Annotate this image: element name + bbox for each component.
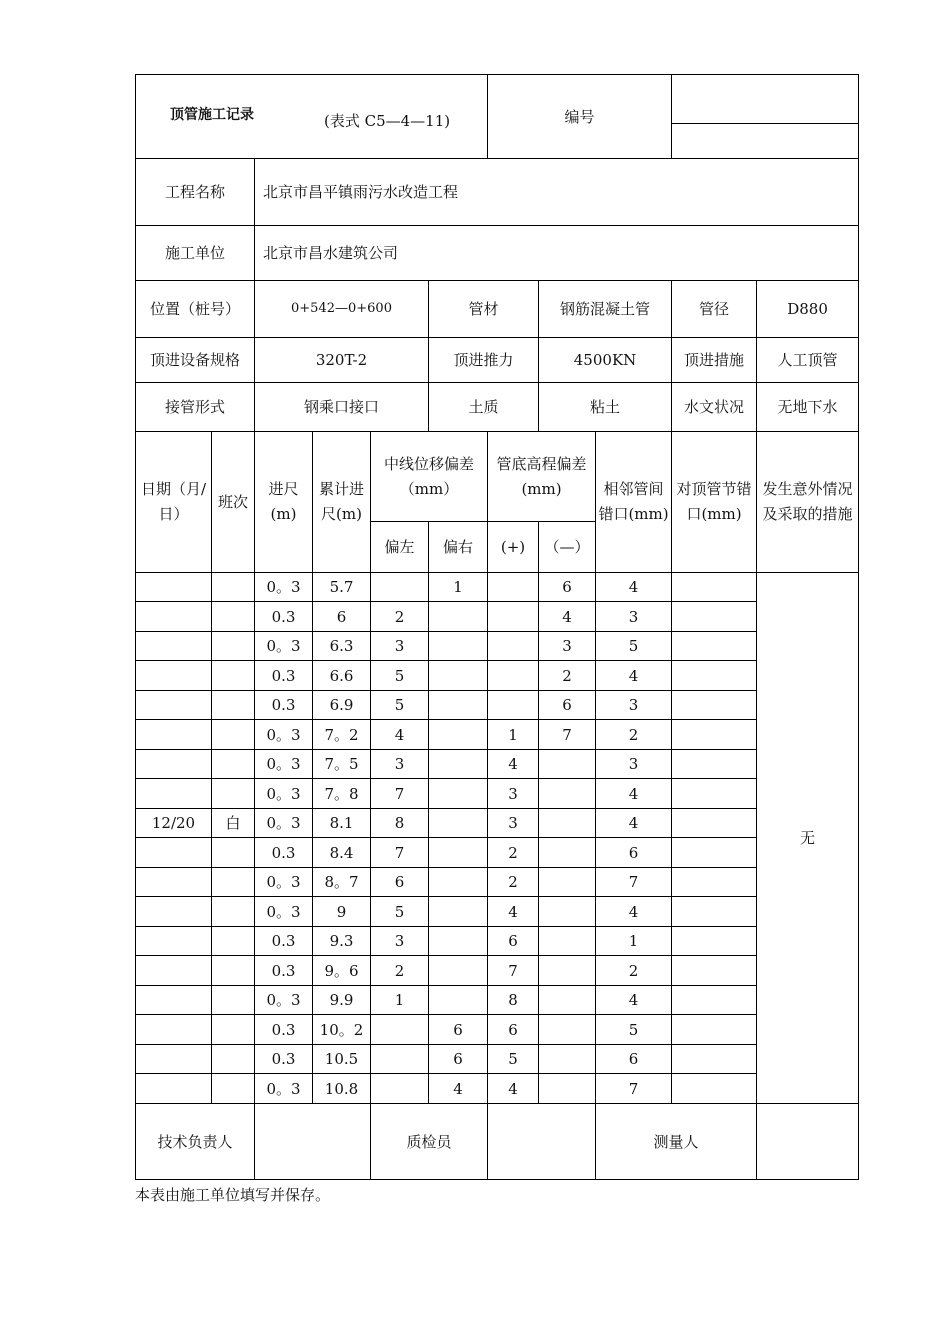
hydrology-value: 无地下水 xyxy=(757,383,859,432)
elevation-minus-cell xyxy=(539,1015,596,1045)
elevation-minus-cell xyxy=(539,1045,596,1074)
adjacent-offset-cell: 6 xyxy=(596,838,672,868)
jack-offset-cell xyxy=(672,573,757,602)
cumulative-cell: 5.7 xyxy=(313,573,371,602)
elevation-plus-cell: 6 xyxy=(488,1015,539,1045)
shift-cell xyxy=(212,573,255,602)
col-left: 偏左 xyxy=(371,522,429,573)
date-cell xyxy=(136,1074,212,1104)
offset-right-cell xyxy=(429,602,488,632)
elevation-minus-cell: 7 xyxy=(539,720,596,750)
shift-cell xyxy=(212,661,255,691)
elevation-plus-cell xyxy=(488,661,539,691)
offset-left-cell: 3 xyxy=(371,927,429,956)
col-elevation: 管底高程偏差 (mm) xyxy=(488,432,596,522)
elevation-plus-cell: 2 xyxy=(488,838,539,868)
table-row xyxy=(136,897,859,927)
date-cell xyxy=(136,602,212,632)
shift-cell xyxy=(212,750,255,779)
offset-left-cell: 5 xyxy=(371,897,429,927)
table-row xyxy=(136,720,859,750)
shift-cell xyxy=(212,720,255,750)
adjacent-offset-cell: 4 xyxy=(596,573,672,602)
date-cell xyxy=(136,632,212,661)
adjacent-offset-cell: 3 xyxy=(596,602,672,632)
incident-cell: 无 xyxy=(757,573,859,1104)
advance-cell: 0.3 xyxy=(255,838,313,868)
info-row-2 xyxy=(136,338,859,383)
hydrology-label: 水文状况 xyxy=(672,383,757,432)
advance-cell: 0.3 xyxy=(255,602,313,632)
table-row xyxy=(136,1015,859,1045)
shift-cell xyxy=(212,956,255,986)
date-cell xyxy=(136,986,212,1015)
offset-right-cell xyxy=(429,661,488,691)
cumulative-cell: 6 xyxy=(313,602,371,632)
elevation-plus-cell: 5 xyxy=(488,1045,539,1074)
shift-cell: 白 xyxy=(212,809,255,838)
date-cell: 12/20 xyxy=(136,809,212,838)
advance-cell: 0。3 xyxy=(255,573,313,602)
jack-offset-cell xyxy=(672,750,757,779)
tech-lead-label: 技术负责人 xyxy=(136,1104,255,1180)
jack-offset-cell xyxy=(672,661,757,691)
date-cell xyxy=(136,1045,212,1074)
elevation-plus-cell xyxy=(488,691,539,720)
elevation-plus-cell: 7 xyxy=(488,956,539,986)
project-name-row xyxy=(136,159,859,226)
table-row xyxy=(136,750,859,779)
jack-offset-cell xyxy=(672,897,757,927)
elevation-plus-cell: 3 xyxy=(488,779,539,809)
diameter-label: 管径 xyxy=(672,281,757,338)
table-row xyxy=(136,691,859,720)
col-plus: (+) xyxy=(488,522,539,573)
offset-left-cell: 3 xyxy=(371,750,429,779)
offset-left-cell: 1 xyxy=(371,986,429,1015)
title-cell xyxy=(136,75,488,159)
cumulative-cell: 9.9 xyxy=(313,986,371,1015)
offset-left-cell xyxy=(371,573,429,602)
info-row-1 xyxy=(136,281,859,338)
offset-right-cell xyxy=(429,779,488,809)
table-row xyxy=(136,661,859,691)
elevation-plus-cell xyxy=(488,602,539,632)
diameter-value: D880 xyxy=(757,281,859,338)
cumulative-cell: 10.8 xyxy=(313,1074,371,1104)
advance-cell: 0。3 xyxy=(255,632,313,661)
elevation-minus-cell: 6 xyxy=(539,573,596,602)
elevation-plus-cell: 1 xyxy=(488,720,539,750)
elevation-plus-cell: 4 xyxy=(488,897,539,927)
adjacent-offset-cell: 5 xyxy=(596,632,672,661)
column-header-row-1 xyxy=(136,432,859,522)
offset-right-cell xyxy=(429,897,488,927)
jack-offset-cell xyxy=(672,602,757,632)
cumulative-cell: 6.9 xyxy=(313,691,371,720)
col-right: 偏右 xyxy=(429,522,488,573)
table-row xyxy=(136,986,859,1015)
number-value-cell xyxy=(672,75,859,159)
jack-offset-cell xyxy=(672,986,757,1015)
elevation-plus-cell: 6 xyxy=(488,927,539,956)
adjacent-offset-cell: 3 xyxy=(596,750,672,779)
joint-value: 钢乘口接口 xyxy=(255,383,429,432)
construction-unit-label: 施工单位 xyxy=(136,226,255,281)
adjacent-offset-cell: 4 xyxy=(596,779,672,809)
adjacent-offset-cell: 2 xyxy=(596,956,672,986)
construction-record-sheet xyxy=(135,74,858,1180)
position-label: 位置（桩号） xyxy=(136,281,255,338)
jack-offset-cell xyxy=(672,632,757,661)
offset-right-cell xyxy=(429,720,488,750)
table-row xyxy=(136,632,859,661)
shift-cell xyxy=(212,779,255,809)
offset-right-cell: 6 xyxy=(429,1045,488,1074)
offset-right-cell: 1 xyxy=(429,573,488,602)
tech-lead-value xyxy=(255,1104,371,1180)
adjacent-offset-cell: 4 xyxy=(596,661,672,691)
number-label: 编号 xyxy=(488,75,672,159)
advance-cell: 0.3 xyxy=(255,927,313,956)
soil-label: 土质 xyxy=(429,383,539,432)
advance-cell: 0.3 xyxy=(255,661,313,691)
cumulative-cell: 10.5 xyxy=(313,1045,371,1074)
table-row xyxy=(136,573,859,602)
adjacent-offset-cell: 5 xyxy=(596,1015,672,1045)
table-row xyxy=(136,927,859,956)
thrust-label: 顶进推力 xyxy=(429,338,539,383)
cumulative-cell: 8。7 xyxy=(313,868,371,897)
method-value: 人工顶管 xyxy=(757,338,859,383)
advance-cell: 0。3 xyxy=(255,720,313,750)
offset-right-cell xyxy=(429,868,488,897)
signature-row xyxy=(136,1104,859,1180)
shift-cell xyxy=(212,986,255,1015)
shift-cell xyxy=(212,632,255,661)
material-value: 钢筋混凝土管 xyxy=(539,281,672,338)
adjacent-offset-cell: 1 xyxy=(596,927,672,956)
jack-offset-cell xyxy=(672,809,757,838)
cumulative-cell: 7。5 xyxy=(313,750,371,779)
offset-left-cell xyxy=(371,1074,429,1104)
offset-right-cell xyxy=(429,691,488,720)
offset-right-cell xyxy=(429,632,488,661)
col-jack: 对顶管节错口(mm) xyxy=(672,432,757,573)
cumulative-cell: 6.3 xyxy=(313,632,371,661)
table-row xyxy=(136,1074,859,1104)
col-adjacent: 相邻管间错口(mm) xyxy=(596,432,672,573)
offset-left-cell: 5 xyxy=(371,661,429,691)
adjacent-offset-cell: 7 xyxy=(596,1074,672,1104)
material-label: 管材 xyxy=(429,281,539,338)
shift-cell xyxy=(212,927,255,956)
jack-offset-cell xyxy=(672,868,757,897)
cumulative-cell: 7。2 xyxy=(313,720,371,750)
col-minus: （—） xyxy=(539,522,596,573)
advance-cell: 0。3 xyxy=(255,779,313,809)
elevation-minus-cell xyxy=(539,809,596,838)
col-centerline: 中线位移偏差 （mm） xyxy=(371,432,488,522)
jack-offset-cell xyxy=(672,927,757,956)
surveyor-label: 测量人 xyxy=(596,1104,757,1180)
jack-offset-cell xyxy=(672,691,757,720)
info-row-3 xyxy=(136,383,859,432)
shift-cell xyxy=(212,1015,255,1045)
jack-offset-cell xyxy=(672,779,757,809)
adjacent-offset-cell: 3 xyxy=(596,691,672,720)
offset-right-cell: 6 xyxy=(429,1015,488,1045)
number-value-1 xyxy=(672,75,858,124)
date-cell xyxy=(136,1015,212,1045)
offset-right-cell xyxy=(429,927,488,956)
advance-cell: 0。3 xyxy=(255,1074,313,1104)
date-cell xyxy=(136,573,212,602)
jack-offset-cell xyxy=(672,1045,757,1074)
elevation-plus-cell: 4 xyxy=(488,750,539,779)
position-value: 0+542—0+600 xyxy=(255,281,429,338)
elevation-minus-cell xyxy=(539,897,596,927)
jack-offset-cell xyxy=(672,956,757,986)
offset-right-cell xyxy=(429,838,488,868)
offset-right-cell xyxy=(429,750,488,779)
offset-left-cell: 8 xyxy=(371,809,429,838)
jack-offset-cell xyxy=(672,838,757,868)
elevation-minus-cell: 3 xyxy=(539,632,596,661)
advance-cell: 0。3 xyxy=(255,809,313,838)
elevation-minus-cell xyxy=(539,956,596,986)
advance-cell: 0。3 xyxy=(255,868,313,897)
shift-cell xyxy=(212,691,255,720)
offset-left-cell: 5 xyxy=(371,691,429,720)
table-row xyxy=(136,956,859,986)
date-cell xyxy=(136,838,212,868)
offset-left-cell: 7 xyxy=(371,779,429,809)
construction-unit-value: 北京市昌水建筑公司 xyxy=(255,226,859,281)
advance-cell: 0.3 xyxy=(255,691,313,720)
adjacent-offset-cell: 7 xyxy=(596,868,672,897)
col-advance: 进尺(m) xyxy=(255,432,313,573)
offset-left-cell: 7 xyxy=(371,838,429,868)
offset-right-cell xyxy=(429,986,488,1015)
cumulative-cell: 7。8 xyxy=(313,779,371,809)
date-cell xyxy=(136,691,212,720)
surveyor-value xyxy=(757,1104,859,1180)
elevation-minus-cell xyxy=(539,838,596,868)
adjacent-offset-cell: 6 xyxy=(596,1045,672,1074)
qc-inspector-value xyxy=(488,1104,596,1180)
form-code: (表式 C5—4—11) xyxy=(324,112,451,130)
cumulative-cell: 8.1 xyxy=(313,809,371,838)
elevation-minus-cell: 2 xyxy=(539,661,596,691)
table-row xyxy=(136,809,859,838)
elevation-plus-cell xyxy=(488,573,539,602)
cumulative-cell: 9 xyxy=(313,897,371,927)
cumulative-cell: 10。2 xyxy=(313,1015,371,1045)
elevation-plus-cell: 4 xyxy=(488,1074,539,1104)
offset-left-cell: 4 xyxy=(371,720,429,750)
elevation-minus-cell xyxy=(539,868,596,897)
advance-cell: 0.3 xyxy=(255,1015,313,1045)
offset-right-cell xyxy=(429,956,488,986)
adjacent-offset-cell: 4 xyxy=(596,809,672,838)
cumulative-cell: 6.6 xyxy=(313,661,371,691)
shift-cell xyxy=(212,602,255,632)
jack-offset-cell xyxy=(672,1015,757,1045)
date-cell xyxy=(136,956,212,986)
offset-left-cell: 3 xyxy=(371,632,429,661)
table-row xyxy=(136,1045,859,1074)
col-cumulative: 累计进尺(m) xyxy=(313,432,371,573)
footer-note: 本表由施工单位填写并保存。 xyxy=(135,1186,331,1204)
elevation-minus-cell: 4 xyxy=(539,602,596,632)
project-name-value: 北京市昌平镇雨污水改造工程 xyxy=(255,159,859,226)
elevation-plus-cell: 3 xyxy=(488,809,539,838)
shift-cell xyxy=(212,838,255,868)
equipment-label: 顶进设备规格 xyxy=(136,338,255,383)
elevation-plus-cell: 2 xyxy=(488,868,539,897)
table-row xyxy=(136,779,859,809)
table-row xyxy=(136,602,859,632)
cumulative-cell: 9。6 xyxy=(313,956,371,986)
header-row xyxy=(136,75,859,159)
offset-left-cell xyxy=(371,1045,429,1074)
offset-left-cell: 2 xyxy=(371,956,429,986)
jack-offset-cell xyxy=(672,720,757,750)
elevation-minus-cell xyxy=(539,779,596,809)
offset-left-cell: 6 xyxy=(371,868,429,897)
jack-offset-cell xyxy=(672,1074,757,1104)
date-cell xyxy=(136,868,212,897)
col-date: 日期（月/日） xyxy=(136,432,212,573)
date-cell xyxy=(136,661,212,691)
elevation-minus-cell xyxy=(539,1074,596,1104)
col-shift: 班次 xyxy=(212,432,255,573)
advance-cell: 0。3 xyxy=(255,897,313,927)
shift-cell xyxy=(212,868,255,897)
construction-unit-row xyxy=(136,226,859,281)
adjacent-offset-cell: 2 xyxy=(596,720,672,750)
number-value-2 xyxy=(672,124,858,158)
elevation-minus-cell: 6 xyxy=(539,691,596,720)
adjacent-offset-cell: 4 xyxy=(596,986,672,1015)
cumulative-cell: 9.3 xyxy=(313,927,371,956)
date-cell xyxy=(136,750,212,779)
elevation-minus-cell xyxy=(539,750,596,779)
offset-right-cell xyxy=(429,809,488,838)
elevation-plus-cell xyxy=(488,632,539,661)
pipe-jacking-record-table xyxy=(135,74,859,1180)
cumulative-cell: 8.4 xyxy=(313,838,371,868)
advance-cell: 0.3 xyxy=(255,956,313,986)
col-incident: 发生意外情况及采取的措施 xyxy=(757,432,859,573)
joint-label: 接管形式 xyxy=(136,383,255,432)
advance-cell: 0.3 xyxy=(255,1045,313,1074)
adjacent-offset-cell: 4 xyxy=(596,897,672,927)
shift-cell xyxy=(212,897,255,927)
thrust-value: 4500KN xyxy=(539,338,672,383)
offset-right-cell: 4 xyxy=(429,1074,488,1104)
table-row xyxy=(136,838,859,868)
elevation-plus-cell: 8 xyxy=(488,986,539,1015)
offset-left-cell: 2 xyxy=(371,602,429,632)
method-label: 顶进措施 xyxy=(672,338,757,383)
date-cell xyxy=(136,927,212,956)
soil-value: 粘土 xyxy=(539,383,672,432)
shift-cell xyxy=(212,1045,255,1074)
equipment-value: 320T-2 xyxy=(255,338,429,383)
offset-left-cell xyxy=(371,1015,429,1045)
date-cell xyxy=(136,779,212,809)
date-cell xyxy=(136,897,212,927)
elevation-minus-cell xyxy=(539,927,596,956)
advance-cell: 0。3 xyxy=(255,986,313,1015)
table-row xyxy=(136,868,859,897)
advance-cell: 0。3 xyxy=(255,750,313,779)
elevation-minus-cell xyxy=(539,986,596,1015)
project-name-label: 工程名称 xyxy=(136,159,255,226)
shift-cell xyxy=(212,1074,255,1104)
qc-inspector-label: 质检员 xyxy=(371,1104,488,1180)
form-title: 顶管施工记录 xyxy=(170,107,254,123)
date-cell xyxy=(136,720,212,750)
